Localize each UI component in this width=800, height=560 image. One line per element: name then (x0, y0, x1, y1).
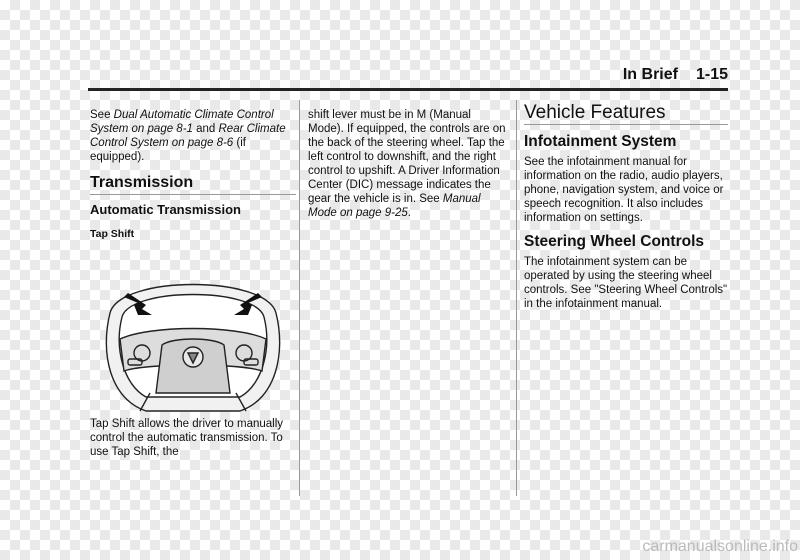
heading-infotainment-system: Infotainment System (524, 133, 677, 150)
heading-automatic-transmission: Automatic Transmission (90, 202, 241, 217)
column-divider (516, 100, 517, 496)
manual-mode-text (308, 108, 506, 220)
page-header (623, 66, 728, 84)
text-run: . (407, 207, 411, 219)
text-run: and (192, 123, 219, 135)
section-title: In Brief (622, 66, 678, 83)
text-run: shift lever must be in M (Manual Mode). If equipped, the controls are on the back of the steering wheel. Tap the left control to downshift, and the right control to upshift. A Driver Information Center (DIC) message indicates the gear the vehicle is in. See (308, 109, 506, 205)
climate-reference-text (90, 108, 296, 164)
steering-wheel-figure (90, 253, 296, 413)
page-number: 1-15 (695, 66, 728, 83)
manual-mode-link[interactable]: Manual Mode on page 9-25 (308, 193, 481, 219)
heading-tap-shift: Tap Shift (90, 228, 135, 240)
text-run: (if equipped). (90, 137, 246, 163)
rear-climate-link[interactable]: Rear Climate Control System on page 8-6 (90, 123, 286, 149)
tap-shift-body: Tap Shift allows the driver to manually control the automatic transmission. To use Tap Shift, the (90, 418, 284, 458)
column-1 (90, 108, 296, 459)
steering-controls-body: The infotainment system can be operated by using the steering wheel controls. See "Steering Wheel Controls" in the infotainment manual. (524, 256, 728, 310)
heading-vehicle-features: Vehicle Features (524, 106, 728, 125)
manual-page (88, 64, 728, 496)
watermark: carmanualsonline.info (642, 538, 798, 555)
infotainment-body: See the infotainment manual for information on the radio, audio players, phone, navigation system, and voice or speech recognition. It also includes information on settings. (524, 156, 724, 224)
column-3 (524, 102, 728, 311)
header-rule (88, 88, 728, 91)
heading-steering-wheel-controls: Steering Wheel Controls (524, 233, 704, 250)
climate-control-link[interactable]: Dual Automatic Climate Control System on page 8-1 (90, 109, 274, 135)
column-2 (308, 108, 506, 220)
column-divider (299, 100, 300, 496)
text-run: See (90, 109, 114, 121)
heading-transmission: Transmission (90, 176, 296, 195)
